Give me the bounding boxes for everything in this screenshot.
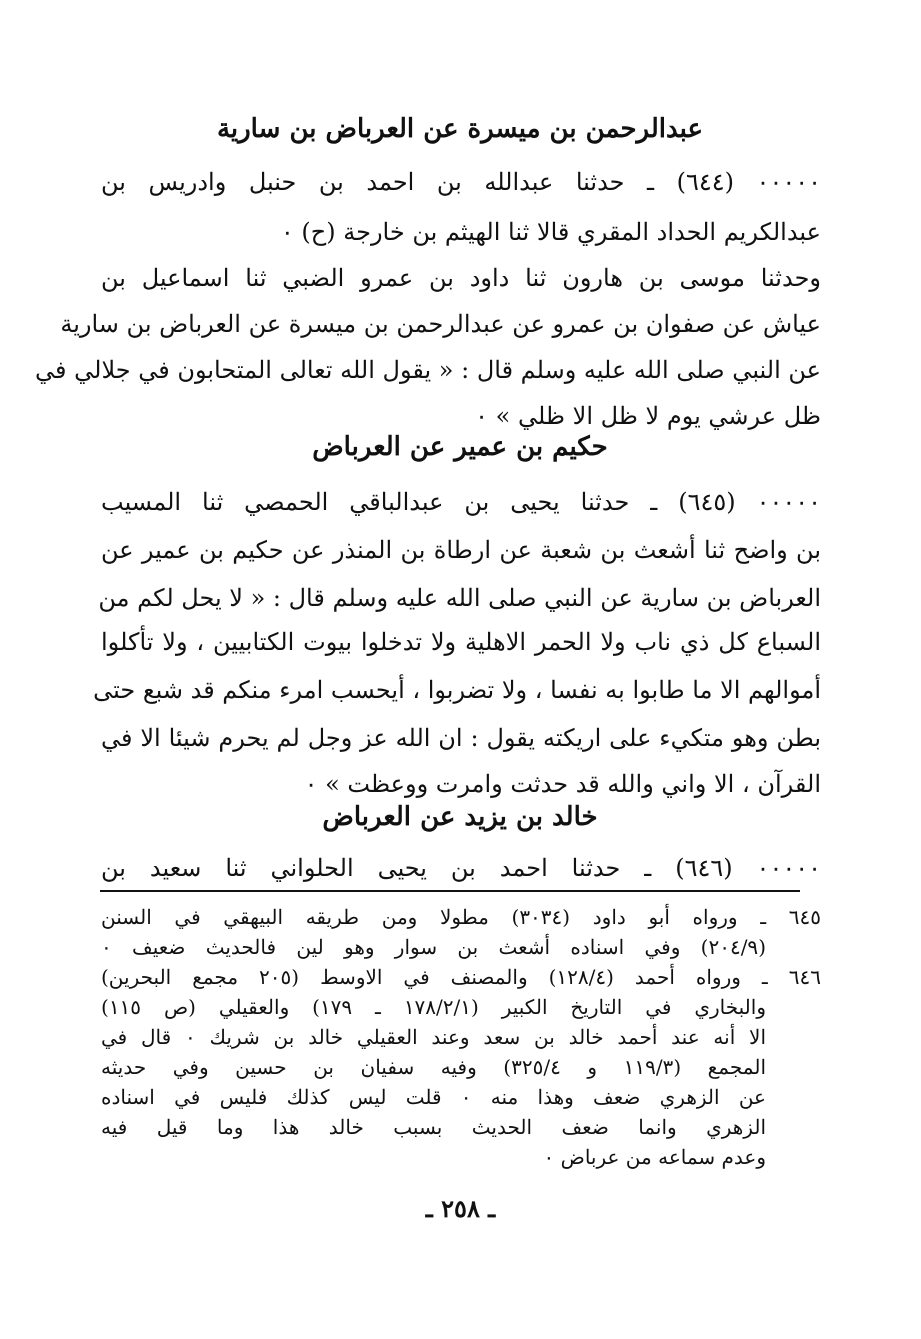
footnote-line: ٦٤٥ ـ ورواه أبو داود (٣٠٣٤) مطولا ومن طريقه البيهقي في السنن [101, 905, 821, 929]
footnote-line: عن الزهري ضعف وهذا منه ٠ قلت ليس كذلك فليس في اسناده [101, 1085, 766, 1109]
text-line: وحدثنا موسى بن هارون ثنا داود بن عمرو الضبي ثنا اسماعيل بن [101, 264, 821, 292]
text-line: عياش عن صفوان بن عمرو عن عبدالرحمن بن ميسرة عن العرباض بن سارية [60, 310, 821, 338]
footnote-line: والبخاري في التاريخ الكبير (١٧٨/٢/١ ـ ١٧٩) والعقيلي (ص ١١٥) [101, 995, 766, 1019]
text-line: ٠٠٠٠٠ (٦٤٥) ـ حدثنا يحيى بن عبدالباقي الحمصي ثنا المسيب [101, 488, 822, 516]
text-line: عبدالكريم الحداد المقري قالا ثنا الهيثم بن خارجة (ح) ٠ [280, 218, 821, 246]
text-line: السباع كل ذي ناب ولا الحمر الاهلية ولا تدخلوا بيوت الكتابيين ، ولا تأكلوا [101, 628, 821, 656]
text-line: العرباض بن سارية عن النبي صلى الله عليه وسلم قال : « لا يحل لكم من [98, 584, 821, 612]
text-line: ظل عرشي يوم لا ظل الا ظلي » ٠ [475, 402, 821, 430]
footnote-line: المجمع (١١٩/٣ و ٣٢٥/٤) وفيه سفيان بن حسين وفي حديثه [101, 1055, 766, 1079]
text-line: بطن وهو متكيء على اريكته يقول : ان الله عز وجل لم يحرم شيئا الا في [101, 724, 821, 752]
text-line: ٠٠٠٠٠ (٦٤٤) ـ حدثنا عبدالله بن احمد بن حنبل وادريس بن [101, 168, 821, 196]
section-heading-3: خالد بن يزيد عن العرباض [322, 802, 598, 832]
footnote-separator [100, 890, 800, 892]
footnote-line: الزهري وانما ضعف الحديث بسبب خالد هذا وما قيل فيه [101, 1115, 766, 1139]
footnote-line: ٦٤٦ ـ ورواه أحمد (١٢٨/٤) والمصنف في الاوسط (٢٠٥ مجمع البحرين) [101, 965, 821, 989]
footnote-line: (٢٠٤/٩) وفي اسناده أشعث بن سوار وهو لين فالحديث ضعيف ٠ [101, 935, 766, 959]
page-number: ـ ٢٥٨ ـ [425, 1194, 496, 1223]
text-line: القرآن ، الا واني والله قد حدثت وامرت ووعظت » ٠ [304, 770, 821, 798]
text-line: ٠٠٠٠٠ (٦٤٦) ـ حدثنا احمد بن يحيى الحلواني ثنا سعيد بن [101, 854, 821, 882]
text-line: أموالهم الا ما طابوا به نفسا ، ولا تضربوا ، أيحسب امرء منكم قد شبع حتى [93, 676, 821, 704]
section-heading-1: عبدالرحمن بن ميسرة عن العرباض بن سارية [216, 114, 704, 144]
footnote-line: الا أنه عند أحمد خالد بن سعد وعند العقيلي خالد بن شريك ٠ قال في [101, 1025, 766, 1049]
text-line: بن واضح ثنا أشعث بن شعبة عن ارطاة بن المنذر عن حكيم بن عمير عن [101, 536, 821, 564]
text-line: عن النبي صلى الله عليه وسلم قال : « يقول الله تعالى المتحابون في جلالي في [35, 356, 821, 384]
section-heading-2: حكيم بن عمير عن العرباض [312, 432, 608, 462]
footnote-line: وعدم سماعه من عرباض ٠ [543, 1145, 766, 1169]
